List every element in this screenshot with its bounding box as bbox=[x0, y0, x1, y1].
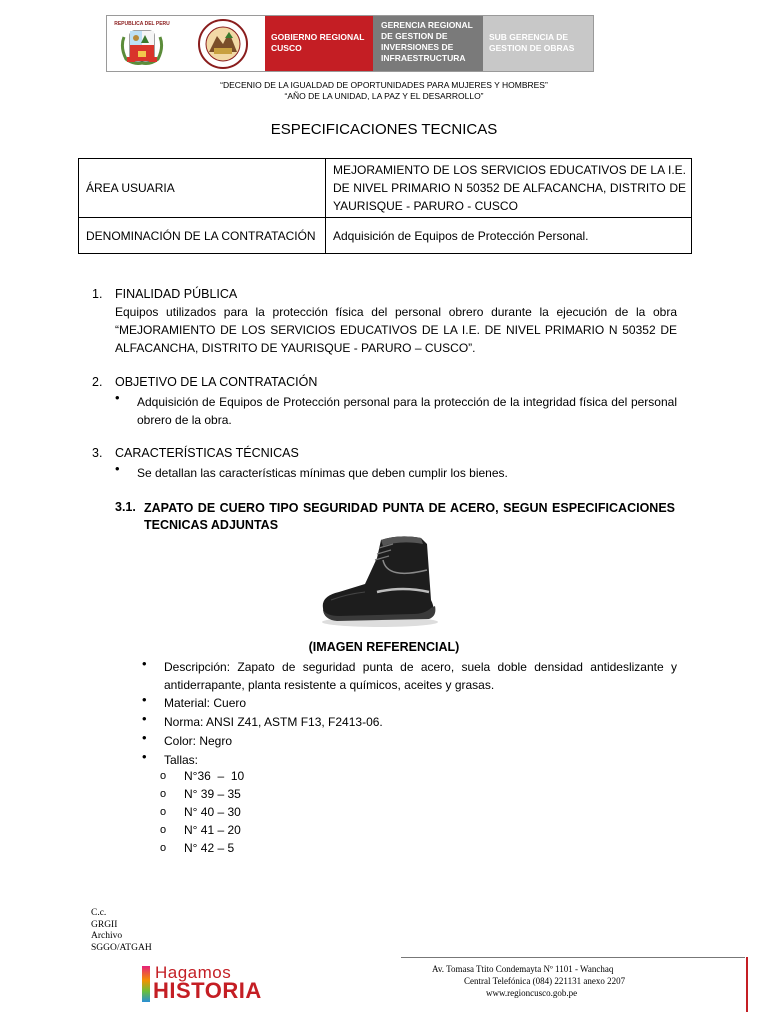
header-block1-line2: CUSCO bbox=[271, 43, 302, 53]
spec-color: Color: Negro bbox=[164, 734, 233, 748]
footer-divider bbox=[401, 957, 745, 958]
decree-line-1: “DECENIO DE LA IGUALDAD DE OPORTUNIDADES PARA MUJERES Y HOMBRES” bbox=[220, 80, 548, 90]
header-block2-line1: GERENCIA REGIONAL bbox=[381, 20, 473, 30]
decree-line-2: “AÑO DE LA UNIDAD, LA PAZ Y EL DESARROLLO” bbox=[284, 91, 484, 101]
document-title: ESPECIFICACIONES TECNICAS bbox=[270, 121, 498, 138]
bullet-marker: • bbox=[142, 730, 147, 745]
table-cell-label: ÁREA USUARIA bbox=[79, 159, 326, 218]
cc-line: Archivo bbox=[91, 931, 123, 941]
table-cell-value: MEJORAMIENTO DE LOS SERVICIOS EDUCATIVOS DE LA I.E. DE NIVEL PRIMARIO N 50352 DE ALFACANCHA, DISTRITO DE YAURISQUE - PARURO - CUSCO bbox=[326, 159, 692, 218]
talla-item: N° 40 – 30 bbox=[184, 805, 241, 819]
spec-material: Material: Cuero bbox=[164, 696, 247, 710]
talla-item: N°36 – 10 bbox=[184, 769, 245, 783]
section-3-number: 3. bbox=[92, 446, 103, 460]
bullet-marker: • bbox=[115, 390, 120, 405]
cusco-seal-icon bbox=[197, 18, 249, 70]
section-3-text: Se detallan las características mínimas que deben cumplir los bienes. bbox=[137, 466, 508, 480]
header-block2-line4: INFRAESTRUCTURA bbox=[381, 53, 466, 63]
header-block-gobierno-regional bbox=[265, 16, 373, 71]
footer-web: www.regioncusco.gob.pe bbox=[486, 988, 578, 998]
peru-coat-of-arms-logo bbox=[107, 16, 177, 71]
image-caption: (IMAGEN REFERENCIAL) bbox=[308, 640, 460, 654]
hagamos-historia-logo-bar bbox=[142, 966, 150, 1002]
table-row bbox=[79, 159, 692, 218]
section-3-1-title: ZAPATO DE CUERO TIPO SEGURIDAD PUNTA DE ACERO, SEGUN ESPECIFICACIONES TECNICAS ADJUNTAS bbox=[144, 501, 675, 532]
bullet-marker: • bbox=[142, 749, 147, 764]
section-2-text: Adquisición de Equipos de Protección personal para la protección de la integridad física del personal obrero de la obra. bbox=[137, 395, 677, 427]
cc-line: GRGII bbox=[91, 919, 118, 930]
cc-line: C.c. bbox=[91, 908, 107, 918]
section-1-text: Equipos utilizados para la protección física del personal obrero durante la ejecución de la obra “MEJORAMIENTO DE LOS SERVICIOS EDUCATIVOS DE LA I.E. DE NIVEL PRIMARIO N 50352 DE ALFACANCHA, DISTRITO DE YAURISQUE - PARURO – CUSCO”. bbox=[115, 305, 677, 355]
section-1-number: 1. bbox=[92, 287, 103, 301]
circle-marker: o bbox=[160, 788, 167, 800]
spec-norma: Norma: ANSI Z41, ASTM F13, F2413-06. bbox=[164, 715, 383, 729]
section-1-title: FINALIDAD PÚBLICA bbox=[115, 287, 238, 301]
circle-marker: o bbox=[160, 806, 167, 818]
talla-item: N° 42 – 5 bbox=[184, 841, 235, 855]
header-block3-line2: GESTION DE OBRAS bbox=[489, 43, 575, 53]
spec-tallas-label: Tallas: bbox=[164, 753, 199, 767]
peru-shield-icon bbox=[120, 27, 164, 67]
header-block2-line3: INVERSIONES DE bbox=[381, 42, 454, 52]
spec-descripcion: Descripción: Zapato de seguridad punta de acero, suela doble densidad antideslizante y antiderrapante, planta resistente a químicos, aceites y grasas. bbox=[164, 660, 677, 692]
header-block2-line2: DE GESTION DE bbox=[381, 31, 448, 41]
section-2-title: OBJETIVO DE LA CONTRATACIÓN bbox=[115, 375, 318, 389]
info-table bbox=[78, 158, 692, 254]
peru-seal-caption: REPUBLICA DEL PERU bbox=[114, 21, 170, 27]
talla-item: N° 41 – 20 bbox=[184, 823, 241, 837]
cusco-regional-seal-logo bbox=[179, 16, 267, 71]
talla-item: N° 39 – 35 bbox=[184, 787, 241, 801]
cc-line: SGGO/ATGAH bbox=[91, 942, 152, 953]
bullet-marker: • bbox=[142, 656, 147, 671]
header-block-sub-gerencia bbox=[483, 16, 593, 71]
table-row bbox=[79, 218, 692, 254]
circle-marker: o bbox=[160, 842, 167, 854]
circle-marker: o bbox=[160, 770, 167, 782]
table-cell-label: DENOMINACIÓN DE LA CONTRATACIÓN bbox=[79, 218, 326, 254]
bullet-marker: • bbox=[115, 461, 120, 476]
table-cell-value: Adquisición de Equipos de Protección Personal. bbox=[326, 218, 692, 254]
footer-logo-top: Hagamos bbox=[155, 963, 232, 982]
section-3-title: CARACTERÍSTICAS TÉCNICAS bbox=[115, 446, 299, 460]
header-block-gerencia bbox=[373, 16, 483, 71]
safety-shoe-image bbox=[317, 530, 443, 630]
section-2-number: 2. bbox=[92, 375, 103, 389]
circle-marker: o bbox=[160, 824, 167, 836]
header-block1-line1: GOBIERNO REGIONAL bbox=[271, 32, 365, 42]
footer-phone: Central Telefónica (084) 221131 anexo 2207 bbox=[464, 976, 626, 986]
header-block3-line1: SUB GERENCIA DE bbox=[489, 32, 569, 42]
footer-red-accent bbox=[746, 957, 748, 1012]
footer-address: Av. Tomasa Ttito Condemayta Nº 1101 - Wanchaq bbox=[432, 964, 614, 974]
bullet-marker: • bbox=[142, 692, 147, 707]
section-3-1-number: 3.1. bbox=[115, 500, 136, 514]
footer-logo-bottom: HISTORIA bbox=[153, 978, 262, 1003]
bullet-marker: • bbox=[142, 711, 147, 726]
header-banner bbox=[106, 15, 594, 72]
cc-block bbox=[91, 908, 152, 954]
